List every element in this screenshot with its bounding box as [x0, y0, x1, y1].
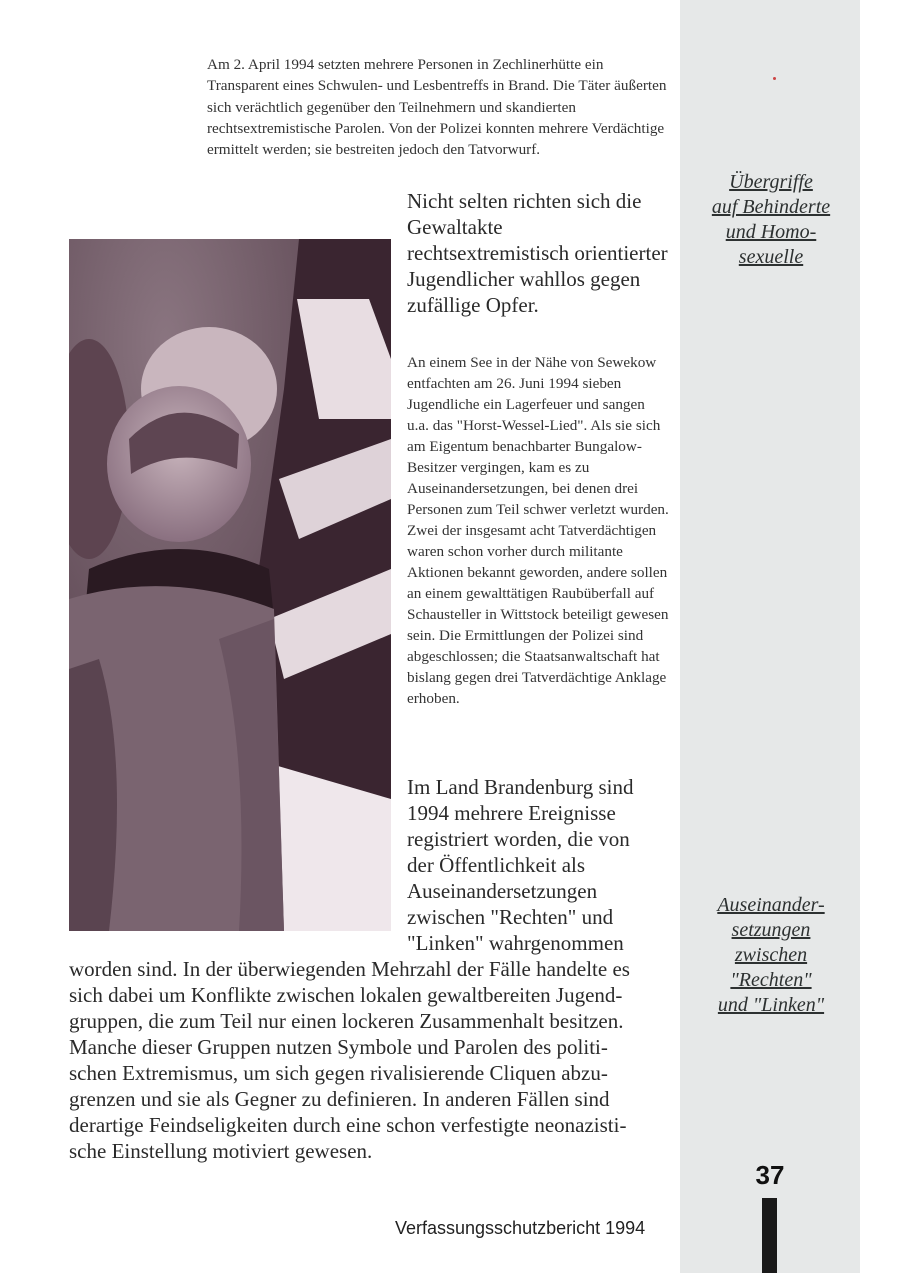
lead-paragraph: Nicht selten richten sich die Gewaltakte rechtsextremistisch orientierter Jugendlicher wahllos gegen zufällige Opfer. — [407, 189, 668, 317]
rally-photo — [69, 239, 391, 931]
sidebar-note-line: zwischen — [734, 944, 808, 966]
sidebar-note-line: setzungen — [731, 919, 811, 941]
page-number: 37 — [755, 1160, 785, 1190]
text-line: registriert worden, die von — [407, 827, 630, 851]
sidebar-note-line: "Rechten" — [730, 969, 812, 991]
sidebar-note-attacks — [690, 170, 852, 270]
sidebar-note-line: sexuelle — [738, 246, 804, 268]
text-line: Manche dieser Gruppen nutzen Symbole und Parolen des politi- — [69, 1035, 608, 1059]
text-line: Auseinandersetzungen — [407, 879, 598, 903]
mark-dot — [773, 77, 776, 80]
text-line: gruppen, die zum Teil nur einen lockeren Zusammenhalt besitzen. — [69, 1009, 624, 1033]
sidebar-note-line: auf Behinderte — [711, 196, 831, 218]
sidebar-note-line: Übergriffe — [729, 171, 813, 193]
text-line: sich dabei um Konflikte zwischen lokalen gewaltbereiten Jugend- — [69, 983, 623, 1007]
sidebar-note-conflicts — [690, 893, 852, 1018]
case-paragraph: An einem See in der Nähe von Sewekow entfachten am 26. Juni 1994 sieben Jugendliche ein Lagerfeuer und sangen u.a. das "Horst-Wessel-Lied". Als sie sich am Eigentum benachbarter Bungalow-Besitzer vergingen, kam es zu Auseinandersetzungen, bei denen drei Personen zum Teil schwer verletzt wurden. Zwei der insgesamt acht Tatverdächtigen waren schon vorher durch militante Aktionen bekannt geworden, andere sollen an einem gewalttätigen Raubüberfall auf Schausteller in Wittstock beteiligt gewesen sein. Die Ermittlungen der Polizei sind abgeschlossen; die Staatsanwaltschaft hat bislang gegen drei Tatverdächtige Anklage erhoben. — [407, 354, 669, 707]
text-line: sche Einstellung motiviert gewesen. — [69, 1139, 373, 1163]
text-line: grenzen und sie als Gegner zu definieren. In anderen Fällen sind — [69, 1087, 610, 1111]
conflict-paragraph-upper — [407, 774, 669, 956]
text-line: 1994 mehrere Ereignisse — [407, 801, 616, 825]
footer-title: Verfassungsschutzbericht 1994 — [395, 1218, 646, 1238]
text-line: worden sind. In der überwiegenden Mehrzahl der Fälle handelte es — [69, 957, 630, 981]
photo-rally-with-flag-icon — [69, 239, 391, 931]
intro-paragraph: Am 2. April 1994 setzten mehrere Personen in Zechlinerhütte ein Transparent eines Schwulen- und Lesbentreffs in Brand. Die Täter äußerten sich verächtlich gegenüber den Teilnehmern und skandierten rechtsextremistische Parolen. Von der Polizei konnten mehrere Verdächtige ermittelt werden; sie bestreiten jedoch den Tatvorwurf. — [207, 56, 667, 159]
sidebar-note-line: und Homo- — [725, 221, 817, 243]
text-line: zwischen "Rechten" und — [407, 905, 614, 929]
text-line: "Linken" wahrgenommen — [407, 931, 624, 955]
text-line: schen Extremismus, um sich gegen rivalisierende Cliquen abzu- — [69, 1061, 608, 1085]
page-marker-bar — [762, 1198, 777, 1273]
conflict-paragraph-lower — [69, 956, 669, 1164]
text-line: Im Land Brandenburg sind — [407, 775, 634, 799]
sidebar-note-line: und "Linken" — [717, 994, 825, 1016]
text-line: der Öffentlichkeit als — [407, 853, 586, 877]
sidebar-note-line: Auseinander- — [717, 894, 825, 916]
text-line: derartige Feindseligkeiten durch eine schon verfestigte neonazisti- — [69, 1113, 627, 1137]
